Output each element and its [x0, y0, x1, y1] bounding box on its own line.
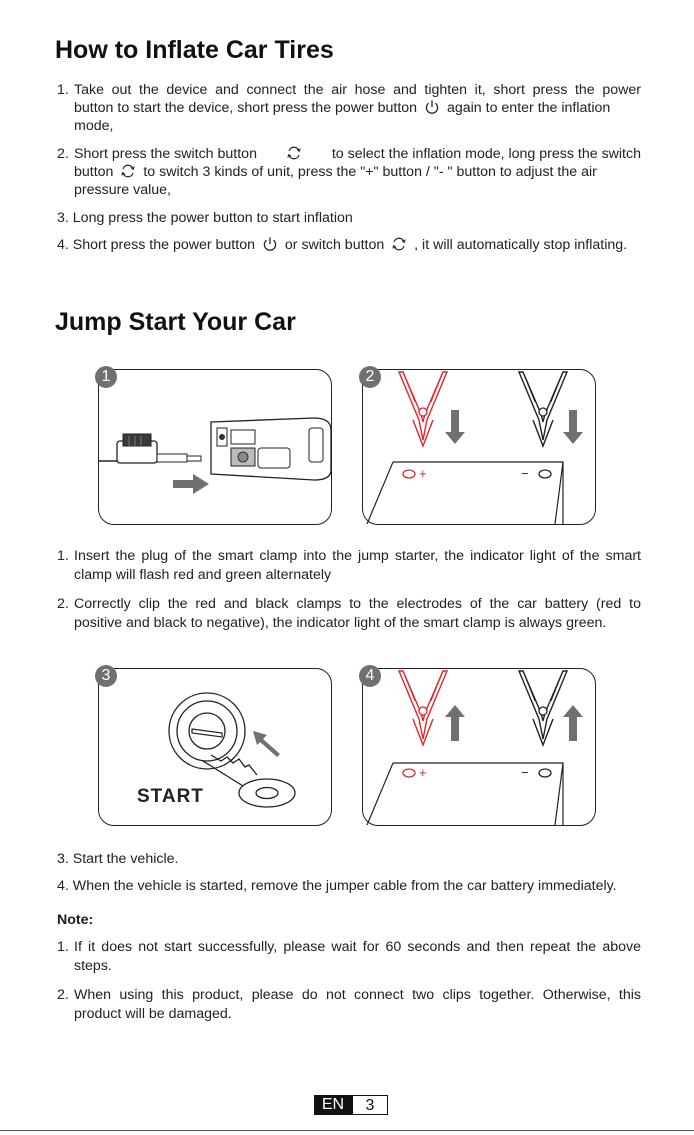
jump-step1-line1: Insert the plug of the smart clamp into the jump starter, the indicator light of the smart: [74, 548, 641, 564]
step-badge-1: 1: [95, 366, 117, 388]
step1-line2: [74, 99, 610, 121]
jump-step4-number: 4.: [57, 878, 69, 894]
illustration-panel-3: [98, 668, 332, 826]
step3: [57, 209, 353, 228]
note-heading: Note:: [57, 912, 94, 928]
ignition-key-illustration: [99, 669, 331, 825]
clamps-off-battery-illustration: [363, 669, 595, 825]
step-badge-2: 2: [359, 366, 381, 388]
black-clamp-icon: [519, 671, 567, 745]
jump-step2-line1: Correctly clip the red and black clamps to the electrodes of the car battery (red to: [74, 596, 641, 612]
step1-line2a: button to start the device, short press the power button: [74, 100, 418, 116]
red-clamp-icon: [399, 671, 447, 745]
inflate-title: How to Inflate Car Tires: [55, 36, 334, 64]
step1-number: 1.: [57, 82, 69, 98]
note1-line1: If it does not start successfully, please wait for 60 seconds and then repeat the above: [74, 939, 641, 955]
battery-positive-label: +: [419, 765, 427, 780]
bottom-divider: [0, 1130, 694, 1131]
illustration-panel-1: [98, 369, 332, 525]
step2-line2b: to switch 3 kinds of unit, press the "+" button / "- " button to adjust the air: [143, 164, 597, 180]
language-label: EN: [314, 1095, 352, 1115]
step2-number: 2.: [57, 146, 69, 162]
switch-icon: [391, 236, 407, 258]
step2-line3: pressure value,: [74, 182, 171, 198]
step1-line3: mode,: [74, 118, 114, 134]
jump-step3: 3. Start the vehicle.: [57, 851, 179, 867]
jump-title: Jump Start Your Car: [55, 308, 296, 336]
start-label: START: [137, 786, 204, 807]
plug-into-starter-illustration: [99, 370, 331, 524]
battery-positive-label: +: [419, 466, 427, 481]
page-footer: [314, 1095, 388, 1115]
battery-negative-label: −: [521, 466, 529, 481]
step1-line2b: again to enter the inflation: [446, 100, 611, 116]
jump-step1-line2: clamp will flash red and green alternately: [74, 567, 332, 583]
illustration-panel-4: [362, 668, 596, 826]
jump-step4-text: When the vehicle is started, remove the jumper cable from the car battery immediately.: [72, 878, 617, 894]
note2-line1: When using this product, please do not connect two clips together. Otherwise, this: [74, 987, 641, 1003]
jump-step4: [57, 877, 617, 896]
step3-text: Long press the power button to start inflation: [72, 210, 353, 226]
step3-number: 3.: [57, 210, 69, 226]
jump-step1-number: 1.: [57, 548, 69, 564]
jump-step2-number: 2.: [57, 596, 69, 612]
page-number: 3: [352, 1095, 388, 1115]
note1-number: 1.: [57, 939, 69, 955]
jump-step2-line2: positive and black to negative), the indicator light of the smart clamp is always green.: [74, 615, 607, 631]
step4-a: Short press the power button: [72, 237, 255, 253]
power-icon: [262, 236, 278, 258]
step4-b: or switch button: [284, 237, 385, 253]
step1-line1: Take out the device and connect the air hose and tighten it, short press the power: [74, 82, 641, 98]
note2-line2: product will be damaged.: [74, 1006, 232, 1022]
step4-c: , it will automatically stop inflating.: [414, 237, 628, 253]
step-badge-3: 3: [95, 665, 117, 687]
red-clamp-icon: [399, 372, 447, 446]
step4: [57, 236, 627, 258]
step2-line1b: to select the inflation mode, long press the switch: [331, 146, 641, 162]
clamps-down-onto-battery-illustration: [363, 370, 595, 524]
battery-negative-label: −: [521, 765, 529, 780]
step2-line2a: button: [74, 164, 114, 180]
step2-line1a: Short press the switch button: [74, 146, 257, 162]
note2-number: 2.: [57, 987, 69, 1003]
note1-line2: steps.: [74, 958, 112, 974]
black-clamp-icon: [519, 372, 567, 446]
power-icon: [424, 99, 440, 121]
step-badge-4: 4: [359, 665, 381, 687]
illustration-panel-2: [362, 369, 596, 525]
step4-number: 4.: [57, 237, 69, 253]
